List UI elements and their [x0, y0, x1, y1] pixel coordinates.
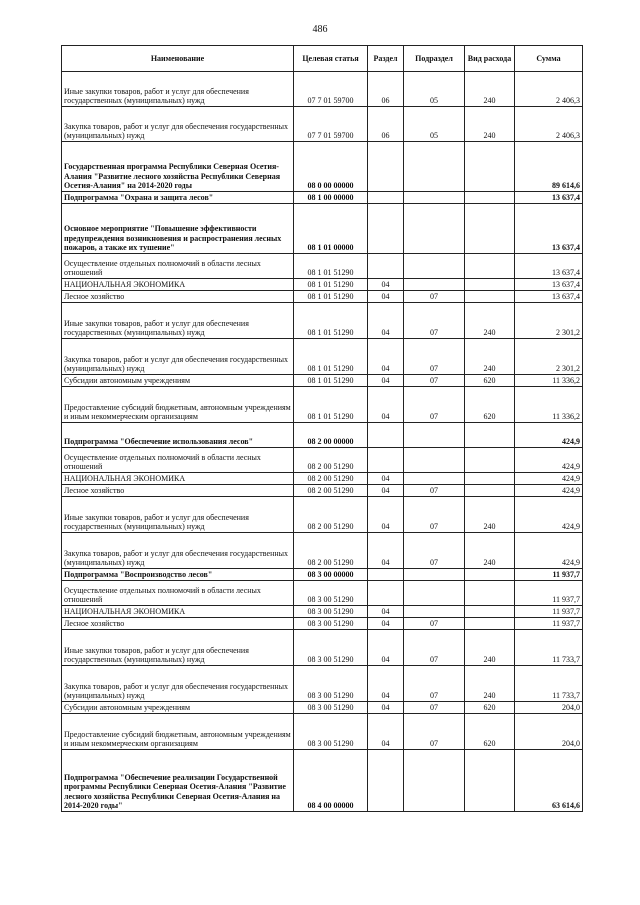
cell-expense-type: 620 — [465, 714, 515, 750]
cell-name: Предоставление субсидий бюджетным, автономным учреждениям и иным некоммерческим организациям — [62, 714, 294, 750]
cell-name: Осуществление отдельных полномочий в области лесных отношений — [62, 448, 294, 473]
cell-section — [368, 569, 404, 581]
cell-expense-type: 240 — [465, 533, 515, 569]
table-row — [62, 533, 583, 569]
cell-section — [368, 423, 404, 448]
cell-amount: 13 637,4 — [515, 279, 583, 291]
cell-subsection — [404, 192, 465, 204]
cell-subsection — [404, 142, 465, 192]
cell-name: Иные закупки товаров, работ и услуг для обеспечения государственных (муниципальных) нужд — [62, 630, 294, 666]
cell-amount: 11 937,7 — [515, 618, 583, 630]
cell-expense-type: 240 — [465, 107, 515, 142]
cell-amount: 11 937,7 — [515, 569, 583, 581]
table-row — [62, 387, 583, 423]
cell-subsection: 07 — [404, 497, 465, 533]
cell-amount: 204,0 — [515, 702, 583, 714]
cell-expense-type: 620 — [465, 375, 515, 387]
table-row — [62, 581, 583, 606]
table-row — [62, 375, 583, 387]
cell-subsection — [404, 473, 465, 485]
table-row — [62, 279, 583, 291]
cell-name: НАЦИОНАЛЬНАЯ ЭКОНОМИКА — [62, 279, 294, 291]
table-row — [62, 423, 583, 448]
cell-name: Подпрограмма "Обеспечение использования лесов" — [62, 423, 294, 448]
cell-section: 04 — [368, 339, 404, 375]
cell-expense-type — [465, 192, 515, 204]
cell-amount: 424,9 — [515, 533, 583, 569]
cell-name: НАЦИОНАЛЬНАЯ ЭКОНОМИКА — [62, 473, 294, 485]
cell-amount: 11 336,2 — [515, 375, 583, 387]
cell-amount: 63 614,6 — [515, 750, 583, 812]
cell-code: 08 2 00 51290 — [294, 533, 368, 569]
cell-code: 08 1 01 00000 — [294, 204, 368, 254]
cell-expense-type — [465, 448, 515, 473]
cell-name: НАЦИОНАЛЬНАЯ ЭКОНОМИКА — [62, 606, 294, 618]
cell-expense-type — [465, 581, 515, 606]
cell-expense-type: 240 — [465, 497, 515, 533]
cell-expense-type: 620 — [465, 702, 515, 714]
cell-code: 08 2 00 51290 — [294, 473, 368, 485]
cell-name: Осуществление отдельных полномочий в области лесных отношений — [62, 581, 294, 606]
table-row — [62, 569, 583, 581]
cell-name: Предоставление субсидий бюджетным, автономным учреждениям и иным некоммерческим организациям — [62, 387, 294, 423]
cell-section: 04 — [368, 291, 404, 303]
cell-code: 08 3 00 51290 — [294, 666, 368, 702]
cell-amount: 424,9 — [515, 448, 583, 473]
table-row — [62, 192, 583, 204]
cell-expense-type — [465, 473, 515, 485]
cell-subsection: 07 — [404, 291, 465, 303]
cell-amount: 424,9 — [515, 497, 583, 533]
table-row — [62, 448, 583, 473]
cell-amount: 2 406,3 — [515, 72, 583, 107]
cell-code: 08 3 00 51290 — [294, 714, 368, 750]
cell-name: Подпрограмма "Обеспечение реализации Государственной программы Республики Северная Осетия-Алания "Развитие лесного хозяйства Республики Северная Осетия-Алания на 2014-2020 годы" — [62, 750, 294, 812]
cell-subsection: 05 — [404, 72, 465, 107]
cell-expense-type — [465, 618, 515, 630]
cell-code: 08 1 01 51290 — [294, 291, 368, 303]
table-header-row — [62, 46, 583, 72]
cell-code: 08 2 00 51290 — [294, 448, 368, 473]
table-row — [62, 204, 583, 254]
table-row — [62, 303, 583, 339]
cell-subsection: 07 — [404, 339, 465, 375]
table-row — [62, 618, 583, 630]
cell-section: 04 — [368, 497, 404, 533]
cell-name: Лесное хозяйство — [62, 618, 294, 630]
cell-section: 04 — [368, 606, 404, 618]
cell-name: Субсидии автономным учреждениям — [62, 375, 294, 387]
cell-name: Иные закупки товаров, работ и услуг для обеспечения государственных (муниципальных) нужд — [62, 72, 294, 107]
cell-code: 08 3 00 51290 — [294, 702, 368, 714]
cell-section — [368, 254, 404, 279]
cell-expense-type — [465, 606, 515, 618]
cell-subsection: 07 — [404, 618, 465, 630]
cell-expense-type — [465, 279, 515, 291]
table-row — [62, 254, 583, 279]
cell-subsection: 05 — [404, 107, 465, 142]
cell-code: 08 1 01 51290 — [294, 279, 368, 291]
cell-section: 04 — [368, 702, 404, 714]
cell-amount: 424,9 — [515, 423, 583, 448]
cell-section — [368, 750, 404, 812]
table-row — [62, 497, 583, 533]
cell-amount: 13 637,4 — [515, 204, 583, 254]
cell-section: 04 — [368, 387, 404, 423]
cell-subsection — [404, 581, 465, 606]
cell-code: 08 1 00 00000 — [294, 192, 368, 204]
cell-subsection — [404, 606, 465, 618]
cell-expense-type — [465, 291, 515, 303]
cell-code: 08 0 00 00000 — [294, 142, 368, 192]
table-row — [62, 666, 583, 702]
cell-amount: 2 301,2 — [515, 339, 583, 375]
header-code: Целевая статья — [294, 46, 368, 72]
cell-name: Иные закупки товаров, работ и услуг для обеспечения государственных (муниципальных) нужд — [62, 497, 294, 533]
cell-subsection: 07 — [404, 714, 465, 750]
cell-code: 07 7 01 59700 — [294, 72, 368, 107]
cell-section: 04 — [368, 533, 404, 569]
cell-expense-type: 620 — [465, 387, 515, 423]
cell-subsection: 07 — [404, 387, 465, 423]
header-expense-type: Вид расхода — [465, 46, 515, 72]
cell-name: Основное мероприятие "Повышение эффективности предупреждения возникновения и распространения лесных пожаров, а также их тушение" — [62, 204, 294, 254]
cell-code: 08 3 00 51290 — [294, 618, 368, 630]
cell-subsection: 07 — [404, 630, 465, 666]
cell-amount: 424,9 — [515, 485, 583, 497]
cell-expense-type — [465, 142, 515, 192]
cell-subsection — [404, 750, 465, 812]
cell-code: 08 3 00 51290 — [294, 606, 368, 618]
table-row — [62, 485, 583, 497]
table-row — [62, 339, 583, 375]
cell-code: 08 3 00 00000 — [294, 569, 368, 581]
cell-subsection: 07 — [404, 533, 465, 569]
cell-name: Подпрограмма "Воспроизводство лесов" — [62, 569, 294, 581]
cell-section — [368, 192, 404, 204]
cell-code: 08 2 00 51290 — [294, 497, 368, 533]
cell-subsection: 07 — [404, 303, 465, 339]
cell-expense-type — [465, 423, 515, 448]
cell-code: 08 4 00 00000 — [294, 750, 368, 812]
cell-section: 04 — [368, 473, 404, 485]
cell-code: 08 1 01 51290 — [294, 387, 368, 423]
cell-name: Закупка товаров, работ и услуг для обеспечения государственных (муниципальных) нужд — [62, 533, 294, 569]
cell-amount: 11 937,7 — [515, 606, 583, 618]
cell-section: 04 — [368, 630, 404, 666]
cell-code: 08 3 00 51290 — [294, 630, 368, 666]
cell-subsection: 07 — [404, 485, 465, 497]
cell-section: 04 — [368, 485, 404, 497]
cell-amount: 11 336,2 — [515, 387, 583, 423]
cell-amount: 11 733,7 — [515, 630, 583, 666]
cell-amount: 13 637,4 — [515, 291, 583, 303]
cell-name: Иные закупки товаров, работ и услуг для обеспечения государственных (муниципальных) нужд — [62, 303, 294, 339]
cell-expense-type — [465, 485, 515, 497]
cell-expense-type — [465, 569, 515, 581]
table-row — [62, 714, 583, 750]
cell-code: 08 1 01 51290 — [294, 303, 368, 339]
cell-name: Лесное хозяйство — [62, 485, 294, 497]
cell-expense-type: 240 — [465, 630, 515, 666]
table-row — [62, 473, 583, 485]
cell-subsection — [404, 204, 465, 254]
cell-amount: 424,9 — [515, 473, 583, 485]
cell-amount: 89 614,6 — [515, 142, 583, 192]
cell-section — [368, 204, 404, 254]
cell-code: 08 2 00 51290 — [294, 485, 368, 497]
cell-code: 08 1 01 51290 — [294, 339, 368, 375]
cell-subsection: 07 — [404, 375, 465, 387]
cell-amount: 204,0 — [515, 714, 583, 750]
cell-amount: 11 733,7 — [515, 666, 583, 702]
table-row — [62, 291, 583, 303]
cell-subsection: 07 — [404, 666, 465, 702]
cell-section — [368, 142, 404, 192]
table-row — [62, 72, 583, 107]
cell-amount: 2 301,2 — [515, 303, 583, 339]
cell-section: 04 — [368, 303, 404, 339]
cell-name: Закупка товаров, работ и услуг для обеспечения государственных (муниципальных) нужд — [62, 339, 294, 375]
cell-section: 04 — [368, 618, 404, 630]
cell-expense-type — [465, 204, 515, 254]
table-row — [62, 630, 583, 666]
cell-subsection — [404, 569, 465, 581]
budget-table — [61, 45, 583, 812]
cell-section — [368, 581, 404, 606]
cell-name: Закупка товаров, работ и услуг для обеспечения государственных (муниципальных) нужд — [62, 107, 294, 142]
header-amount: Сумма — [515, 46, 583, 72]
cell-code: 08 1 01 51290 — [294, 254, 368, 279]
cell-code: 08 3 00 51290 — [294, 581, 368, 606]
cell-expense-type — [465, 750, 515, 812]
header-name: Наименование — [62, 46, 294, 72]
cell-code: 07 7 01 59700 — [294, 107, 368, 142]
table-row — [62, 107, 583, 142]
cell-name: Подпрограмма "Охрана и защита лесов" — [62, 192, 294, 204]
header-subsection: Подраздел — [404, 46, 465, 72]
cell-subsection — [404, 423, 465, 448]
table-row — [62, 142, 583, 192]
cell-subsection — [404, 279, 465, 291]
cell-amount: 11 937,7 — [515, 581, 583, 606]
cell-section: 04 — [368, 666, 404, 702]
cell-section: 06 — [368, 72, 404, 107]
cell-amount: 13 637,4 — [515, 254, 583, 279]
cell-subsection: 07 — [404, 702, 465, 714]
cell-name: Субсидии автономным учреждениям — [62, 702, 294, 714]
cell-expense-type — [465, 254, 515, 279]
cell-amount: 2 406,3 — [515, 107, 583, 142]
table-row — [62, 750, 583, 812]
table-row — [62, 702, 583, 714]
cell-name: Осуществление отдельных полномочий в области лесных отношений — [62, 254, 294, 279]
page-number: 486 — [312, 24, 328, 35]
cell-expense-type: 240 — [465, 72, 515, 107]
cell-code: 08 2 00 00000 — [294, 423, 368, 448]
cell-amount: 13 637,4 — [515, 192, 583, 204]
header-section: Раздел — [368, 46, 404, 72]
cell-section — [368, 448, 404, 473]
cell-subsection — [404, 254, 465, 279]
cell-code: 08 1 01 51290 — [294, 375, 368, 387]
cell-expense-type: 240 — [465, 666, 515, 702]
table-row — [62, 606, 583, 618]
cell-name: Закупка товаров, работ и услуг для обеспечения государственных (муниципальных) нужд — [62, 666, 294, 702]
cell-name: Государственная программа Республики Северная Осетия-Алания "Развитие лесного хозяйства Республики Северная Осетия-Алания" на 2014-2020 годы — [62, 142, 294, 192]
cell-section: 06 — [368, 107, 404, 142]
cell-section: 04 — [368, 714, 404, 750]
cell-subsection — [404, 448, 465, 473]
cell-name: Лесное хозяйство — [62, 291, 294, 303]
cell-expense-type: 240 — [465, 303, 515, 339]
cell-section: 04 — [368, 279, 404, 291]
cell-section: 04 — [368, 375, 404, 387]
cell-expense-type: 240 — [465, 339, 515, 375]
